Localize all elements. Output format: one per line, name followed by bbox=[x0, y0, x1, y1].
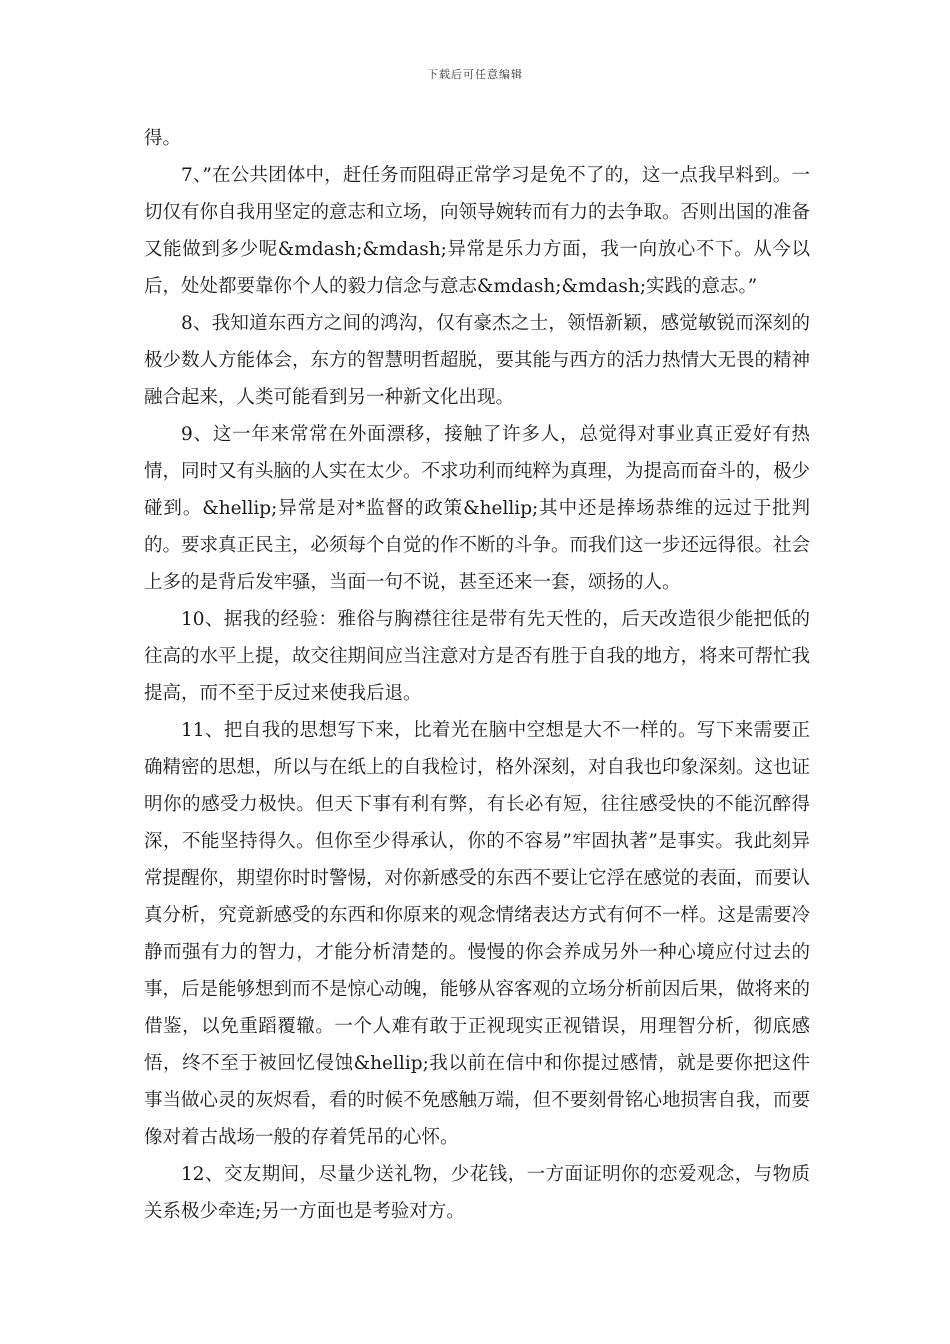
paragraph-item-7: 7、”在公共团体中，赶任务而阻碍正常学习是免不了的，这一点我早料到。一切仅有你自我用坚定的意志和立场，向领导婉转而有力的去争取。否则出国的准备又能做到多少呢&mdash;&mdash;异常是乐力方面，我一向放心不下。从今以后，处处都要靠你个人的毅力信念与意志&mdash;&mdash;实践的意志。” bbox=[144, 165, 811, 297]
paragraph-item-9: 9、这一年来常常在外面漂移，接触了许多人，总觉得对事业真正爱好有热情，同时又有头脑的人实在太少。不求功利而纯粹为真理，为提高而奋斗的，极少碰到。&hellip;异常是对*监督的政策&hellip;其中还是捧场恭维的远过于批判的。要求真正民主，必须每个自觉的作不断的斗争。而我们这一步还远得很。社会上多的是背后发牢骚，当面一句不说，甚至还来一套，颂扬的人。 bbox=[144, 424, 811, 593]
paragraph-continuation: 得。 bbox=[144, 128, 182, 149]
document-body bbox=[144, 120, 810, 1230]
paragraph-item-10: 10、据我的经验：雅俗与胸襟往往是带有先天性的，后天改造很少能把低的往高的水平上提，故交往期间应当注意对方是否有胜于自我的地方，将来可帮忙我提高，而不至于反过来使我后退。 bbox=[144, 609, 811, 704]
paragraph-item-12: 12、交友期间，尽量少送礼物，少花钱，一方面证明你的恋爱观念，与物质关系极少牵连;另一方面也是考验对方。 bbox=[144, 1164, 810, 1222]
paragraph-item-11: 11、把自我的思想写下来，比着光在脑中空想是大不一样的。写下来需要正确精密的思想，所以与在纸上的自我检讨，格外深刻，对自我也印象深刻。这也证明你的感受力极快。但天下事有利有弊，有长必有短，往往感受快的不能沉醉得深，不能坚持得久。但你至少得承认，你的不容易”牢固执著”是事实。我此刻异常提醒你，期望你时时警惕，对你新感受的东西不要让它浮在感觉的表面，而要认真分析，究竟新感受的东西和你原来的观念情绪表达方式有何不一样。这是需要冷静而强有力的智力，才能分析清楚的。慢慢的你会养成另外一种心境应付过去的事，后是能够想到而不是惊心动魄，能够从容客观的立场分析前因后果，做将来的借鉴，以免重蹈覆辙。一个人难有敢于正视现实正视错误，用理智分析，彻底感悟，终不至于被回忆侵蚀&hellip;我以前在信中和你提过感情，就是要你把这件事当做心灵的灰烬看，看的时候不免感触万端，但不要刻骨铭心地损害自我，而要像对着古战场一般的存着凭吊的心怀。 bbox=[144, 720, 811, 1148]
paragraph-item-8: 8、我知道东西方之间的鸿沟，仅有豪杰之士，领悟新颖，感觉敏锐而深刻的极少数人方能体会，东方的智慧明哲超脱，要其能与西方的活力热情大无畏的精神融合起来，人类可能看到另一种新文化出现。 bbox=[144, 313, 811, 408]
page-header-note: 下载后可任意编辑 bbox=[427, 68, 523, 81]
